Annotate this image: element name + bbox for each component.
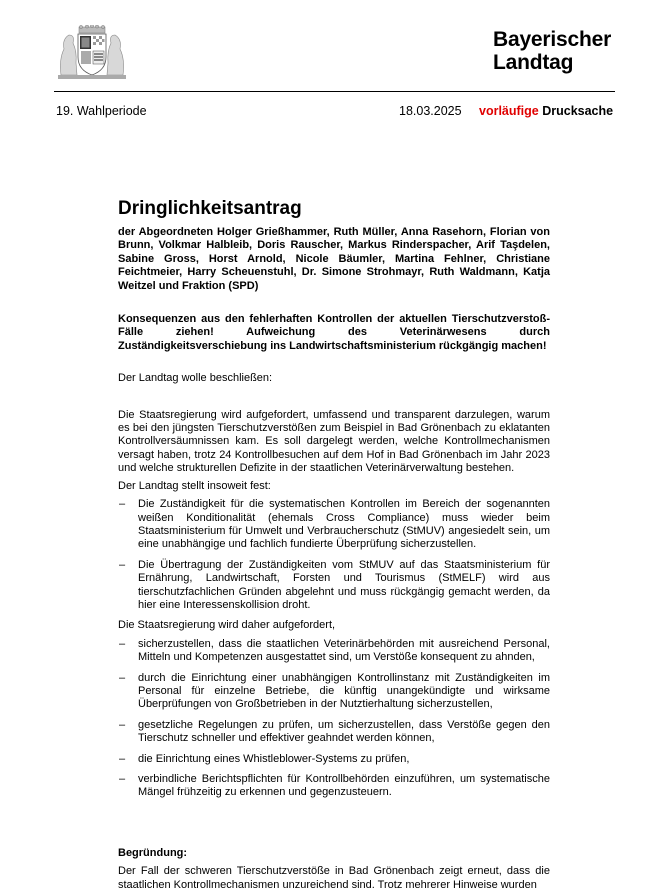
bavarian-coat-of-arms-icon [57, 25, 127, 81]
document-date: 18.03.2025 [399, 104, 462, 118]
findings-list [118, 498, 550, 612]
findings-heading: Der Landtag stellt insoweit fest: [118, 479, 271, 492]
list-item: – gesetzliche Regelungen zu prüfen, um sicherzustellen, dass Verstöße gegen den Tierschutz schneller und effektiver geahndet werden können, [118, 719, 550, 746]
subject: Konsequenzen aus den fehlerhaften Kontrollen der aktuellen Tierschutzverstoß-Fälle ziehen! Aufweichung des Veterinärwesens durch Zuständigkeitsverschiebung ins Landwirtschaftsministerium rückgängig machen! [118, 313, 550, 352]
demands-heading: Die Staatsregierung wird daher aufgefordert, [118, 619, 336, 632]
document-body [118, 198, 550, 892]
brand-line-2: Landtag [493, 51, 574, 74]
document-status [479, 104, 613, 118]
list-item: – sicherzustellen, dass die staatlichen Veterinärbehörden mit ausreichend Personal, Mitteln und Kompetenzen ausgestattet sind, um Verstöße konsequent zu ahnden, [118, 638, 550, 665]
list-item: – Die Zuständigkeit für die systematischen Kontrollen im Bereich der sogenannten weißen Konditionalität (ehemals Cross Compliance) muss wieder beim Staatsministerium für Umwelt und Verbraucherschutz (StMUV) angesiedelt sein, um eine unabhängige und fachlich fundierte Überprüfung sicherzustellen. [118, 498, 550, 552]
brand-line-1: Bayerischer [493, 28, 612, 51]
list-item: – durch die Einrichtung einer unabhängigen Kontrollinstanz mit Zuständigkeiten im Personal für einzelne Betriebe, die künftig unangekündigte und wirksame Überprüfungen von Großbetrieben in der Nutztierhaltung sicherzustellen, [118, 672, 550, 712]
list-item: – verbindliche Berichtspflichten für Kontrollbehörden einzuführen, um systematische Mängel frühzeitig zu erkennen und gegenzusteuern. [118, 773, 550, 800]
resolve-statement: Der Landtag wolle beschließen: [118, 372, 273, 385]
status-prefix: vorläufige [479, 104, 539, 118]
list-item: – die Einrichtung eines Whistleblower-Systems zu prüfen, [118, 753, 550, 766]
list-item: – Die Übertragung der Zuständigkeiten vom StMUV auf das Staatsministerium für Ernährung, Landwirtschaft, Forsten und Tourismus (StMELF) wird aus tierschutzfachlichen Gründen abgelehnt und muss rückgängig gemacht werden, da hier eine Interessenskollision droht. [118, 559, 550, 613]
status-suffix: Drucksache [538, 104, 614, 118]
intro-paragraph: Die Staatsregierung wird aufgefordert, umfassend und transparent darzulegen, warum es bei den jüngsten Tierschutzverstößen zum Beispiel in Bad Grönenbach zu eklatanten Kontrollversäumnissen kam. Es soll dargelegt werden, welche Kontrollmechanismen versagt haben, trotz 24 Kontrollbesuchen auf dem Hof in Bad Grönenbach im Jahr 2023 und welche strukturellen Defizite in der staatlichen Veterinärverwaltung bestehen. [118, 408, 550, 475]
legislative-period: 19. Wahlperiode [56, 104, 147, 118]
reasons-heading: Begründung: [118, 846, 188, 859]
authors: der Abgeordneten Holger Grießhammer, Ruth Müller, Anna Rasehorn, Florian von Brunn, Volkmar Halbleib, Doris Rauscher, Markus Rinderspacher, Arif Taşdelen, Sabine Gross, Horst Arnold, Nicole Bäumler, Martina Fehlner, Christiane Feichtmeier, Harry Scheuenstuhl, Dr. Simone Strohmayr, Ruth Waldmann, Katja Weitzel und Fraktion (SPD) [118, 226, 550, 292]
reasons-paragraph: Der Fall der schweren Tierschutzverstöße in Bad Grönenbach zeigt erneut, dass die staatlichen Kontrollmechanismen unzureichend sind. Trotz mehrerer Hinweise wurden [118, 865, 550, 891]
demands-list [118, 638, 550, 800]
brand-wordmark [493, 28, 611, 74]
document-title: Dringlichkeitsantrag [118, 198, 302, 219]
header-rule [54, 91, 615, 92]
